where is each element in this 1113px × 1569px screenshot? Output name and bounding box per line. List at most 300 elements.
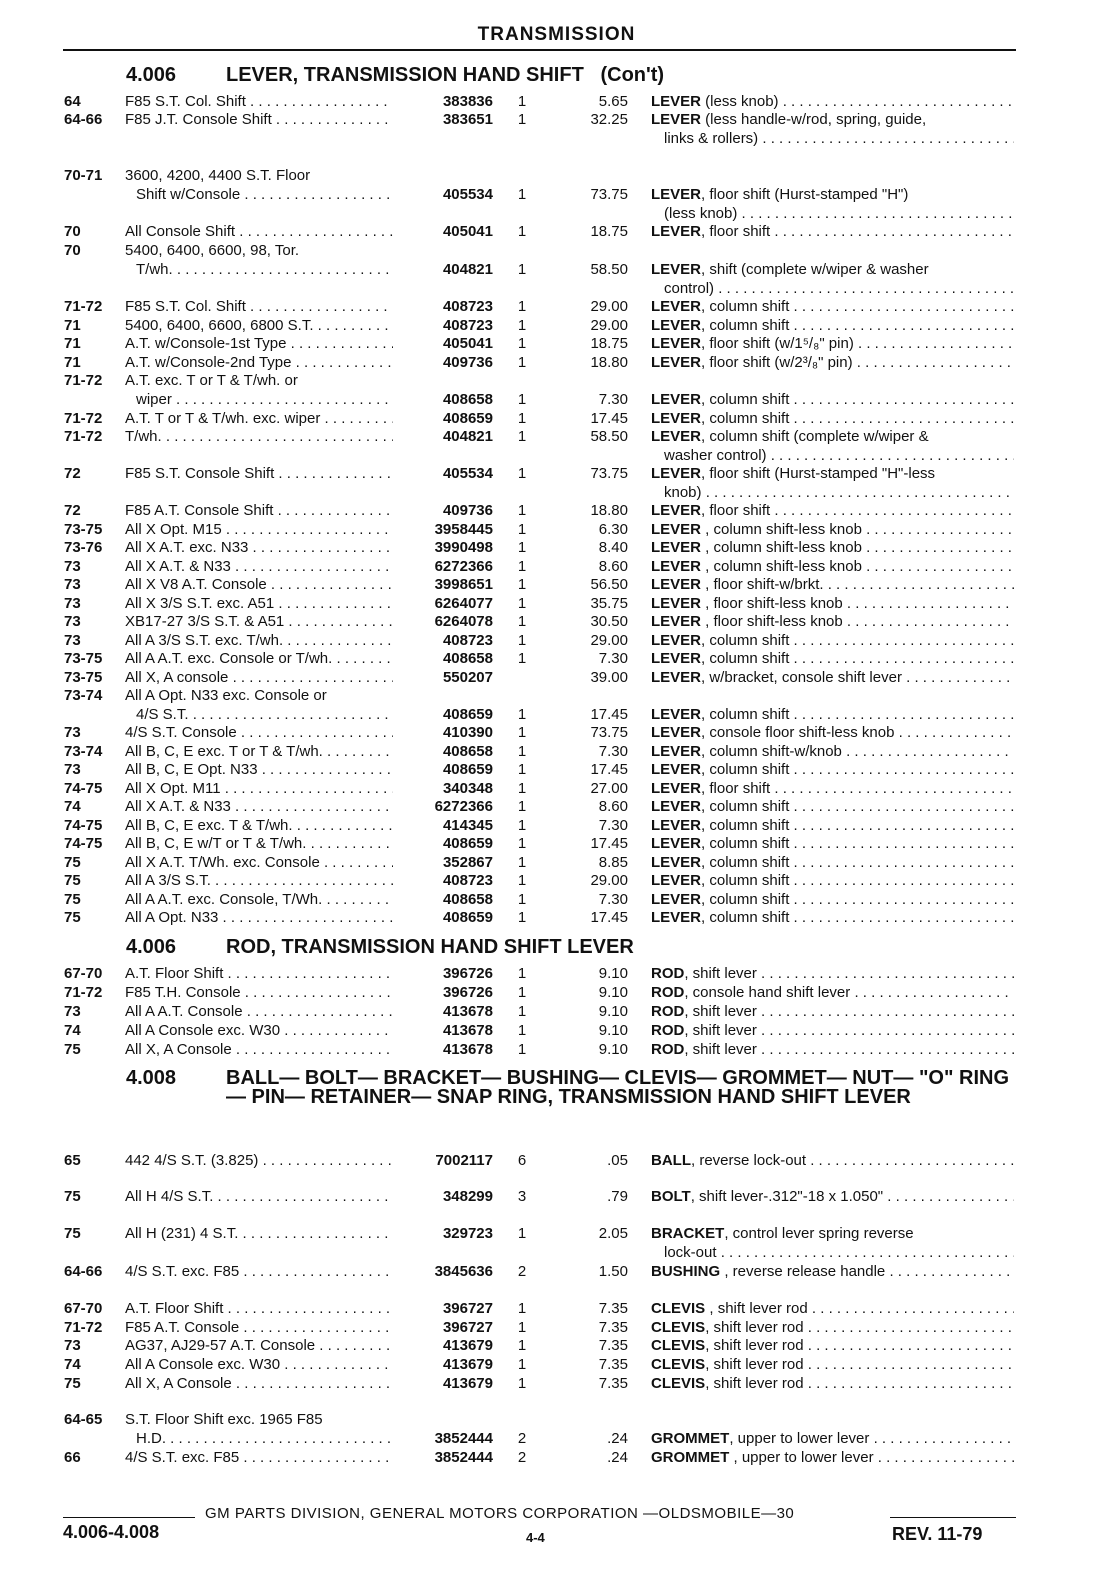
- part-name: [651, 964, 1014, 983]
- model-years: 71-72: [64, 428, 103, 445]
- part-name-detail: , column shift-less knob: [701, 558, 862, 575]
- quantity: 1: [517, 1319, 527, 1336]
- model-years: 75: [64, 1188, 81, 1205]
- part-number: 405534: [442, 186, 493, 203]
- part-name-bold: LEVER: [651, 317, 702, 334]
- part-name-continued: lock-out . . .: [664, 1243, 1014, 1262]
- table-row: [0, 1410, 1113, 1429]
- part-name-bold: ROD: [651, 1003, 685, 1020]
- quantity: 1: [517, 1356, 527, 1373]
- part-number: 413678: [442, 1022, 493, 1039]
- part-name-bold: BALL: [651, 1152, 691, 1169]
- price: 1.50: [598, 1263, 628, 1280]
- part-name-detail: , shift lever rod: [705, 1300, 808, 1317]
- model-years: 71-72: [64, 298, 103, 315]
- part-name-bold: LEVER: [651, 595, 702, 612]
- part-number: 405534: [442, 465, 493, 482]
- part-name-bold: LEVER: [651, 909, 702, 926]
- table-row: [0, 464, 1113, 483]
- application-description: 5400, 6400, 6600, 98, Tor.: [125, 242, 300, 259]
- part-name-detail: , floor shift (w/2³/₈" pin): [701, 354, 853, 371]
- application-description: wiper . . .: [136, 390, 393, 409]
- part-number: 414345: [442, 817, 493, 834]
- table-row: [0, 816, 1113, 835]
- part-name-bold: LEVER: [651, 798, 702, 815]
- part-name-detail: , column shift: [701, 798, 790, 815]
- model-years: 71-72: [64, 984, 103, 1001]
- table-row: [0, 631, 1113, 650]
- model-years: 71-72: [64, 372, 103, 389]
- application-description: All A 3/S S.T. exc. T/wh. . . .: [125, 631, 393, 650]
- part-name-detail: , shift lever: [684, 1022, 757, 1039]
- price: 7.30: [598, 650, 628, 667]
- model-years: 75: [64, 909, 81, 926]
- footer-revision: REV. 11-79: [892, 1524, 983, 1544]
- application-description: S.T. Floor Shift exc. 1965 F85: [125, 1411, 323, 1428]
- price: 17.45: [590, 761, 628, 778]
- quantity: 1: [517, 465, 527, 482]
- price: 7.35: [598, 1356, 628, 1373]
- quantity: 1: [517, 798, 527, 815]
- price: 2.05: [598, 1225, 628, 1242]
- table-row: [0, 723, 1113, 742]
- model-years: 65: [64, 1152, 81, 1169]
- quantity: 6: [517, 1152, 527, 1169]
- section-number: 4.006: [126, 936, 177, 958]
- quantity: 1: [517, 261, 527, 278]
- model-years: 73-76: [64, 539, 103, 556]
- application-description: F85 S.T. Console Shift . . .: [125, 464, 393, 483]
- price: 73.75: [590, 465, 628, 482]
- quantity: 2: [517, 1430, 527, 1447]
- quantity: 1: [517, 817, 527, 834]
- part-name-bold: CLEVIS: [651, 1375, 706, 1392]
- price: 17.45: [590, 835, 628, 852]
- application-description: All X A.T. T/Wh. exc. Console . . .: [125, 853, 393, 872]
- table-row: [0, 705, 1113, 724]
- part-number: 410390: [442, 724, 493, 741]
- part-number: 3852444: [434, 1449, 493, 1466]
- footer-rule-right: [890, 1517, 1016, 1518]
- part-name: [651, 1429, 1014, 1448]
- application-description: All Console Shift . . .: [125, 222, 393, 241]
- model-years: 74: [64, 1022, 81, 1039]
- quantity: 1: [517, 93, 527, 110]
- part-name-bold: LEVER: [651, 428, 702, 445]
- part-name-continued: washer control) . . .: [664, 446, 1014, 465]
- part-name: [651, 871, 1014, 890]
- model-years: 74-75: [64, 780, 103, 797]
- part-number: 408659: [442, 761, 493, 778]
- part-name: [651, 797, 1014, 816]
- table-row: [0, 983, 1113, 1002]
- price: .24: [607, 1449, 628, 1466]
- table-row: [0, 241, 1113, 260]
- part-name-bold: CLEVIS: [651, 1337, 706, 1354]
- application-description: All B, C, E exc. T & T/wh. . . .: [125, 816, 393, 835]
- part-name-bold: LEVER: [651, 223, 702, 240]
- table-row: [0, 279, 1113, 298]
- model-years: 71: [64, 335, 81, 352]
- price: 8.60: [598, 558, 628, 575]
- application-description: F85 J.T. Console Shift . . .: [125, 110, 393, 129]
- table-row: [0, 1021, 1113, 1040]
- price: 18.80: [590, 502, 628, 519]
- table-row: [0, 575, 1113, 594]
- part-name: [651, 890, 1014, 909]
- part-name-detail: , column shift: [701, 650, 790, 667]
- part-name: [651, 353, 1014, 372]
- part-name: [651, 1040, 1014, 1059]
- quantity: 1: [517, 186, 527, 203]
- part-number: 408723: [442, 632, 493, 649]
- model-years: 72: [64, 502, 81, 519]
- application-description: H.D. . . .: [136, 1429, 393, 1448]
- application-description: All B, C, E w/T or T & T/wh. . . .: [125, 834, 393, 853]
- part-name-bold: BRACKET: [651, 1225, 725, 1242]
- part-name-detail: , column shift-less knob: [701, 539, 862, 556]
- price: 9.10: [598, 965, 628, 982]
- quantity: 1: [517, 743, 527, 760]
- application-description: All H (231) 4 S.T. . . .: [125, 1224, 393, 1243]
- table-row: [0, 166, 1113, 185]
- quantity: 1: [517, 317, 527, 334]
- quantity: 1: [517, 891, 527, 908]
- model-years: 73-74: [64, 743, 103, 760]
- part-number: 409736: [442, 502, 493, 519]
- price: 8.40: [598, 539, 628, 556]
- part-name-detail: , column shift: [701, 872, 790, 889]
- part-name-detail: , reverse lock-out: [691, 1152, 807, 1169]
- part-name-continued: control) . . .: [664, 279, 1014, 298]
- price: 7.35: [598, 1319, 628, 1336]
- model-years: 73-75: [64, 521, 103, 538]
- part-name-continued: (less knob) . . .: [664, 204, 1014, 223]
- quantity: 1: [517, 595, 527, 612]
- application-description: All A Console exc. W30 . . .: [125, 1355, 393, 1374]
- part-name-bold: ROD: [651, 984, 685, 1001]
- price: 39.00: [590, 669, 628, 686]
- model-years: 73: [64, 613, 81, 630]
- model-years: 71: [64, 354, 81, 371]
- part-number: 3958445: [434, 521, 493, 538]
- table-row: [0, 260, 1113, 279]
- price: .24: [607, 1430, 628, 1447]
- application-description: 4/S S.T. . . .: [136, 705, 393, 724]
- part-name-detail: , column shift: [701, 298, 790, 315]
- section-header-rod: [126, 938, 634, 957]
- price: 6.30: [598, 521, 628, 538]
- part-name: [651, 1448, 1014, 1467]
- part-number: 408658: [442, 650, 493, 667]
- application-description: 4/S S.T. Console . . .: [125, 723, 393, 742]
- application-description: T/wh. . . .: [136, 260, 393, 279]
- part-name: [651, 92, 1014, 111]
- part-name-bold: LEVER: [651, 780, 702, 797]
- application-description: 442 4/S S.T. (3.825) . . .: [125, 1151, 393, 1170]
- table-row: [0, 1355, 1113, 1374]
- part-name-continued: links & rollers) . . .: [664, 129, 1014, 148]
- part-name: [651, 723, 1014, 742]
- price: 29.00: [590, 872, 628, 889]
- part-name-bold: ROD: [651, 1041, 685, 1058]
- part-name-bold: LEVER: [651, 761, 702, 778]
- part-name-detail: , floor shift (Hurst-stamped "H"): [701, 186, 909, 203]
- quantity: 1: [517, 984, 527, 1001]
- part-name-detail: , upper to lower lever: [729, 1449, 874, 1466]
- price: 73.75: [590, 186, 628, 203]
- part-name-bold: LEVER: [651, 261, 702, 278]
- quantity: 1: [517, 410, 527, 427]
- model-years: 75: [64, 854, 81, 871]
- footer-rule-left: [63, 1517, 195, 1518]
- part-name: [651, 575, 1014, 594]
- price: 29.00: [590, 632, 628, 649]
- quantity: 1: [517, 354, 527, 371]
- part-name-detail: (less knob): [701, 93, 779, 110]
- part-name: [651, 983, 1014, 1002]
- application-description: F85 A.T. Console Shift . . .: [125, 501, 393, 520]
- model-years: 67-70: [64, 1300, 103, 1317]
- part-name-bold: LEVER: [651, 354, 702, 371]
- section-number: 4.006: [126, 64, 177, 86]
- part-name: [651, 110, 1014, 129]
- part-name: [651, 1187, 1014, 1206]
- part-name: [651, 631, 1014, 650]
- price: 32.25: [590, 111, 628, 128]
- model-years: 72: [64, 465, 81, 482]
- quantity: 1: [517, 335, 527, 352]
- part-name-detail: (less handle-w/rod, spring, guide,: [701, 111, 927, 128]
- part-name-bold: LEVER: [651, 558, 702, 575]
- model-years: 70-71: [64, 167, 103, 184]
- table-row: [0, 1336, 1113, 1355]
- price: 58.50: [590, 261, 628, 278]
- application-description: All X A.T. exc. N33 . . .: [125, 538, 393, 557]
- table-row: [0, 1040, 1113, 1059]
- application-description: All B, C, E exc. T or T & T/wh. . . .: [125, 742, 393, 761]
- application-description: AG37, AJ29-57 A.T. Console . . .: [125, 1336, 393, 1355]
- quantity: 1: [517, 909, 527, 926]
- quantity: 1: [517, 502, 527, 519]
- price: 7.35: [598, 1337, 628, 1354]
- quantity: 1: [517, 706, 527, 723]
- part-number: 3845636: [434, 1263, 493, 1280]
- part-name-bold: LEVER: [651, 335, 702, 352]
- price: 17.45: [590, 706, 628, 723]
- model-years: 74-75: [64, 835, 103, 852]
- part-name-bold: LEVER: [651, 111, 702, 128]
- table-row: [0, 129, 1113, 148]
- quantity: 1: [517, 1003, 527, 1020]
- model-years: 73: [64, 632, 81, 649]
- part-name: [651, 464, 1014, 483]
- price: 7.35: [598, 1375, 628, 1392]
- part-name: [651, 1262, 1014, 1281]
- part-name-bold: LEVER: [651, 817, 702, 834]
- model-years: 73: [64, 558, 81, 575]
- application-description: Shift w/Console . . .: [136, 185, 393, 204]
- quantity: 1: [517, 111, 527, 128]
- quantity: 1: [517, 391, 527, 408]
- model-years: 71-72: [64, 410, 103, 427]
- part-name-detail: , column shift: [701, 761, 790, 778]
- part-name: [651, 316, 1014, 335]
- table-row: [0, 871, 1113, 890]
- model-years: 71: [64, 317, 81, 334]
- part-name-bold: LEVER: [651, 743, 702, 760]
- part-name-bold: LEVER: [651, 724, 702, 741]
- part-name: [651, 649, 1014, 668]
- quantity: 2: [517, 1449, 527, 1466]
- model-years: 67-70: [64, 965, 103, 982]
- table-row: [0, 92, 1113, 111]
- price: 9.10: [598, 1022, 628, 1039]
- table-row: [0, 668, 1113, 687]
- application-description: All X V8 A.T. Console . . .: [125, 575, 393, 594]
- part-number: 3998651: [434, 576, 493, 593]
- application-description: F85 A.T. Console . . .: [125, 1318, 393, 1337]
- table-row: [0, 1224, 1113, 1243]
- application-description: XB17-27 3/S S.T. & A51 . . .: [125, 612, 393, 631]
- price: 9.10: [598, 1041, 628, 1058]
- footer-page-number: 4-4: [526, 1530, 545, 1545]
- model-years: 75: [64, 1375, 81, 1392]
- part-number: 405041: [442, 223, 493, 240]
- table-row: [0, 316, 1113, 335]
- part-number: 550207: [442, 669, 493, 686]
- part-name-detail: , shift lever: [684, 1003, 757, 1020]
- quantity: 1: [517, 1041, 527, 1058]
- part-name: [651, 1151, 1014, 1170]
- table-row: [0, 853, 1113, 872]
- application-description: A.T. w/Console-1st Type . . .: [125, 334, 393, 353]
- table-row: [0, 612, 1113, 631]
- part-name-bold: LEVER: [651, 93, 702, 110]
- part-name-detail: , floor shift: [701, 223, 771, 240]
- part-name-bold: LEVER: [651, 186, 702, 203]
- part-number: 408658: [442, 391, 493, 408]
- application-description: All A A.T. exc. Console or T/wh. . . .: [125, 649, 393, 668]
- quantity: 1: [517, 650, 527, 667]
- table-row: [0, 686, 1113, 705]
- table-row: [0, 1243, 1113, 1262]
- model-years: 73: [64, 1003, 81, 1020]
- section-title: LEVER, TRANSMISSION HAND SHIFT (Con't): [226, 64, 665, 86]
- part-name-bold: BOLT: [651, 1188, 691, 1205]
- price: 30.50: [590, 613, 628, 630]
- part-name-bold: LEVER: [651, 650, 702, 667]
- application-description: A.T. Floor Shift . . .: [125, 1299, 393, 1318]
- section-number: 4.008: [126, 1067, 177, 1089]
- quantity: 1: [517, 576, 527, 593]
- application-description: 5400, 6400, 6600, 6800 S.T. . . .: [125, 316, 393, 335]
- part-number: 3990498: [434, 539, 493, 556]
- part-name: [651, 1355, 1014, 1374]
- table-row: [0, 797, 1113, 816]
- quantity: 3: [517, 1188, 527, 1205]
- price: 58.50: [590, 428, 628, 445]
- part-name: [651, 1224, 1014, 1243]
- part-name-detail: , shift lever-.312"-18 x 1.050": [690, 1188, 884, 1205]
- quantity: 1: [517, 1375, 527, 1392]
- part-name-detail: , column shift: [701, 317, 790, 334]
- quantity: 1: [517, 724, 527, 741]
- table-row: [0, 1299, 1113, 1318]
- part-name: [651, 409, 1014, 428]
- quantity: 1: [517, 223, 527, 240]
- part-name: [651, 742, 1014, 761]
- part-number: 6272366: [434, 798, 493, 815]
- top-rule: [63, 49, 1016, 51]
- part-number: 6264078: [434, 613, 493, 630]
- part-number: 340348: [442, 780, 493, 797]
- part-name-detail: , shift lever rod: [705, 1356, 804, 1373]
- part-number: 396727: [442, 1300, 493, 1317]
- part-number: 404821: [442, 261, 493, 278]
- quantity: 1: [517, 780, 527, 797]
- application-description: All X Opt. M15 . . .: [125, 520, 393, 539]
- part-number: 3852444: [434, 1430, 493, 1447]
- part-name-bold: LEVER: [651, 613, 702, 630]
- part-name: [651, 816, 1014, 835]
- table-row: [0, 222, 1113, 241]
- part-name-detail: , floor shift-w/brkt.: [701, 576, 824, 593]
- table-row: [0, 204, 1113, 223]
- section-title: BALL— BOLT— BRACKET— BUSHING— CLEVIS— GROMMET— NUT— "O" RING— PIN— RETAINER— SNAP RING, TRANSMISSION HAND SHIFT LEVER: [226, 1067, 1010, 1108]
- table-row: [0, 1429, 1113, 1448]
- quantity: 1: [517, 613, 527, 630]
- part-name-bold: LEVER: [651, 465, 702, 482]
- price: 7.30: [598, 817, 628, 834]
- quantity: 1: [517, 761, 527, 778]
- application-description: F85 T.H. Console . . .: [125, 983, 393, 1002]
- part-number: 383836: [442, 93, 493, 110]
- table-row: [0, 1374, 1113, 1393]
- part-name-detail: , column shift: [701, 632, 790, 649]
- model-years: 70: [64, 223, 81, 240]
- model-years: 71-72: [64, 1319, 103, 1336]
- part-number: 329723: [442, 1225, 493, 1242]
- part-name-detail: , floor shift (w/1⁵/₈" pin): [701, 335, 854, 352]
- price: 18.75: [590, 223, 628, 240]
- part-name-bold: ROD: [651, 965, 685, 982]
- quantity: 1: [517, 632, 527, 649]
- table-row: [0, 1187, 1113, 1206]
- part-number: 408723: [442, 317, 493, 334]
- part-name-detail: , upper to lower lever: [729, 1430, 870, 1447]
- part-name-bold: ROD: [651, 1022, 685, 1039]
- application-description: All X A.T. & N33 . . .: [125, 797, 393, 816]
- table-row: [0, 483, 1113, 502]
- application-description: T/wh. . . .: [125, 427, 393, 446]
- part-name: [651, 185, 1014, 204]
- quantity: 1: [517, 1300, 527, 1317]
- part-name: [651, 1374, 1014, 1393]
- quantity: 1: [517, 1337, 527, 1354]
- part-number: 413678: [442, 1003, 493, 1020]
- quantity: 1: [517, 1225, 527, 1242]
- part-name-detail: , column shift: [701, 909, 790, 926]
- part-name: [651, 520, 1014, 539]
- table-row: [0, 890, 1113, 909]
- part-name: [651, 834, 1014, 853]
- footer-publisher: GM PARTS DIVISION, GENERAL MOTORS CORPORATION —OLDSMOBILE—30: [205, 1505, 795, 1522]
- application-description: A.T. w/Console-2nd Type . . .: [125, 353, 393, 372]
- part-name: [651, 222, 1014, 241]
- part-name-detail: , console floor shift-less knob: [701, 724, 895, 741]
- price: 17.45: [590, 909, 628, 926]
